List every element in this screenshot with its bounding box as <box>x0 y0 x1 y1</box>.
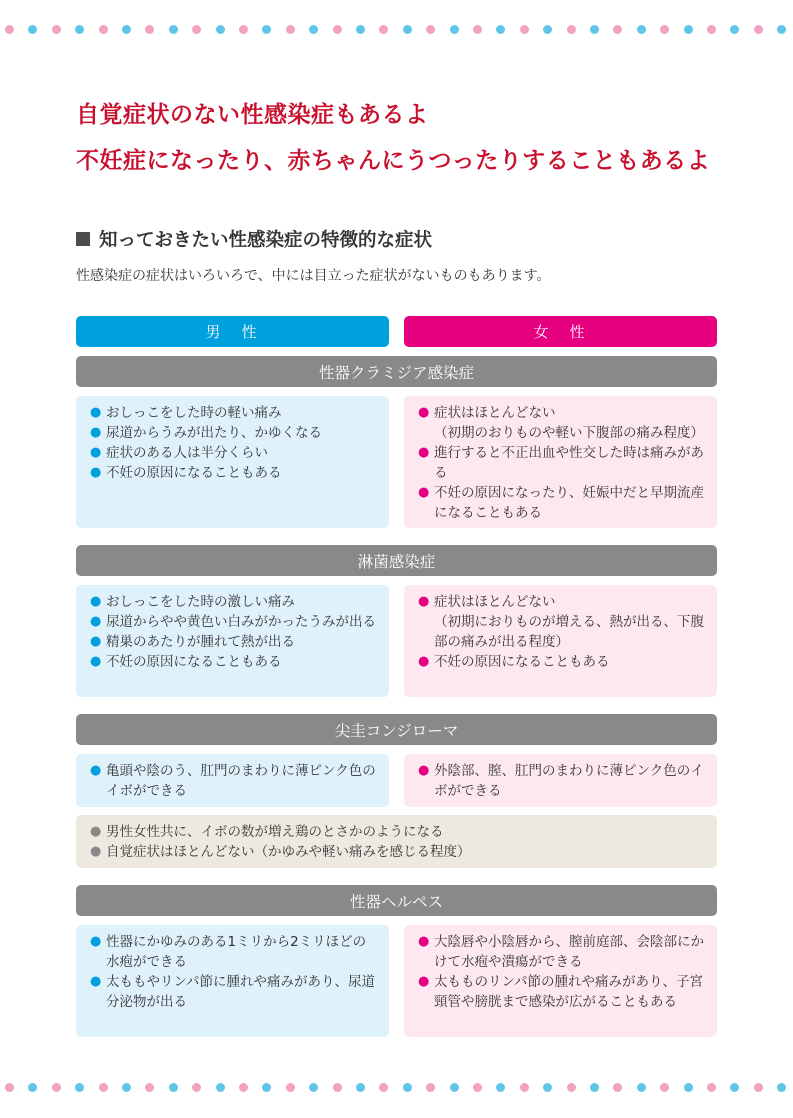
decorative-dot <box>754 1083 763 1092</box>
gonorrhea-male-box <box>76 585 389 697</box>
decorative-dot <box>496 25 505 34</box>
decorative-dot <box>333 1083 342 1092</box>
bullet-dot-icon: ● <box>90 634 102 649</box>
bullet-dot-icon: ● <box>418 974 430 989</box>
bullet-dot-icon: ● <box>90 654 102 669</box>
bullet-dot-icon: ● <box>418 445 430 460</box>
top-dot-border <box>0 23 793 35</box>
bullet-dot-icon: ● <box>90 445 102 460</box>
herpes-female-box <box>404 925 717 1037</box>
bottom-dot-border <box>0 1081 793 1093</box>
disease-bar-chlamydia: 性器クラミジア感染症 <box>76 356 717 387</box>
list-item: ● 不妊の原因になることもある <box>90 465 282 481</box>
decorative-dot <box>660 1083 669 1092</box>
bullet-dot-icon: ● <box>418 594 430 609</box>
list-item: ● 男性女性共に、イボの数が増え鶏のとさかのようになる <box>90 824 444 840</box>
list-item: ● 外陰部、膣、肛門のまわりに薄ピンク色のイボができる <box>418 763 704 799</box>
decorative-dot <box>356 25 365 34</box>
decorative-dot <box>192 1083 201 1092</box>
decorative-dot <box>684 25 693 34</box>
gonorrhea-female-box <box>404 585 717 697</box>
list-item: ● おしっこをした時の激しい痛み <box>90 594 295 610</box>
bullet-dot-icon: ● <box>90 974 102 989</box>
bullet-dot-icon: ● <box>90 763 102 778</box>
decorative-dot <box>5 1083 14 1092</box>
herpes-male-box <box>76 925 389 1037</box>
decorative-dot <box>75 1083 84 1092</box>
decorative-dot <box>379 1083 388 1092</box>
list-item: ● 進行すると不正出血や性交した時は痛みがある <box>418 445 704 481</box>
list-item: ● おしっこをした時の軽い痛み <box>90 405 282 421</box>
decorative-dot <box>684 1083 693 1092</box>
decorative-dot <box>309 1083 318 1092</box>
bullet-dot-icon: ● <box>418 934 430 949</box>
decorative-dot <box>543 25 552 34</box>
decorative-dot <box>567 1083 576 1092</box>
decorative-dot <box>567 25 576 34</box>
list-item: ● 大陰唇や小陰唇から、膣前庭部、会陰部にかけて水疱や潰瘍ができる <box>418 934 704 970</box>
decorative-dot <box>777 25 786 34</box>
headline-line-1: 自覚症状のない性感染症もあるよ <box>76 102 429 128</box>
decorative-dot <box>216 1083 225 1092</box>
decorative-dot <box>75 25 84 34</box>
decorative-dot <box>730 25 739 34</box>
list-item: ● 尿道からうみが出たり、かゆくなる <box>90 425 322 441</box>
bullet-dot-icon: ● <box>90 425 102 440</box>
list-item: ● 亀頭や陰のう、肛門のまわりに薄ピンク色のイボができる <box>90 763 376 799</box>
decorative-dot <box>145 1083 154 1092</box>
decorative-dot <box>286 1083 295 1092</box>
bullet-dot-icon: ● <box>90 614 102 629</box>
decorative-dot <box>169 1083 178 1092</box>
female-column-header: 女 性 <box>404 316 717 347</box>
decorative-dot <box>333 25 342 34</box>
bullet-dot-icon: ● <box>90 934 102 949</box>
section-heading-text: 知っておきたい性感染症の特徴的な症状 <box>99 230 433 251</box>
decorative-dot <box>473 1083 482 1092</box>
decorative-dot <box>99 25 108 34</box>
list-item: ● 症状はほとんどない （初期のおりものや軽い下腹部の痛み程度） <box>418 405 704 441</box>
decorative-dot <box>262 1083 271 1092</box>
decorative-dot <box>5 25 14 34</box>
decorative-dot <box>613 1083 622 1092</box>
decorative-dot <box>707 25 716 34</box>
bullet-dot-icon: ● <box>418 405 430 420</box>
decorative-dot <box>286 25 295 34</box>
decorative-dot <box>99 1083 108 1092</box>
condyloma-common-box <box>76 815 717 868</box>
list-item: ● 尿道からやや黄色い白みがかったうみが出る <box>90 614 376 630</box>
decorative-dot <box>28 1083 37 1092</box>
bullet-dot-icon: ● <box>90 824 102 839</box>
decorative-dot <box>122 25 131 34</box>
decorative-dot <box>754 25 763 34</box>
chlamydia-male-box <box>76 396 389 528</box>
decorative-dot <box>543 1083 552 1092</box>
list-item: ● 太ももやリンパ節に腫れや痛みがあり、尿道分泌物が出る <box>90 974 376 1010</box>
section-heading <box>76 226 432 252</box>
list-item: ● 太もものリンパ節の腫れや痛みがあり、子宮頸管や膀胱まで感染が広がることもある <box>418 974 704 1010</box>
decorative-dot <box>520 1083 529 1092</box>
decorative-dot <box>192 25 201 34</box>
chlamydia-female-box <box>404 396 717 528</box>
decorative-dot <box>169 25 178 34</box>
decorative-dot <box>777 1083 786 1092</box>
decorative-dot <box>122 1083 131 1092</box>
disease-bar-condyloma: 尖圭コンジローマ <box>76 714 717 745</box>
decorative-dot <box>309 25 318 34</box>
decorative-dot <box>52 25 61 34</box>
decorative-dot <box>403 1083 412 1092</box>
decorative-dot <box>660 25 669 34</box>
male-column-header: 男 性 <box>76 316 389 347</box>
condyloma-male-box <box>76 754 389 807</box>
decorative-dot <box>28 25 37 34</box>
decorative-dot <box>730 1083 739 1092</box>
decorative-dot <box>520 25 529 34</box>
decorative-dot <box>590 25 599 34</box>
decorative-dot <box>239 1083 248 1092</box>
decorative-dot <box>379 25 388 34</box>
decorative-dot <box>590 1083 599 1092</box>
list-item: ● 精巣のあたりが腫れて熱が出る <box>90 634 295 650</box>
decorative-dot <box>637 1083 646 1092</box>
decorative-dot <box>262 25 271 34</box>
decorative-dot <box>426 25 435 34</box>
list-item: ● 症状はほとんどない （初期におりものが増える、熱が出る、下腹部の痛みが出る程度） <box>418 594 704 650</box>
bullet-dot-icon: ● <box>90 465 102 480</box>
decorative-dot <box>637 25 646 34</box>
decorative-dot <box>496 1083 505 1092</box>
decorative-dot <box>403 25 412 34</box>
disease-bar-herpes: 性器ヘルペス <box>76 885 717 916</box>
decorative-dot <box>52 1083 61 1092</box>
decorative-dot <box>613 25 622 34</box>
bullet-dot-icon: ● <box>90 594 102 609</box>
decorative-dot <box>450 1083 459 1092</box>
list-item: ● 不妊の原因になったり、妊娠中だと早期流産になることもある <box>418 485 704 521</box>
headline-line-2: 不妊症になったり、赤ちゃんにうつったりすることもあるよ <box>76 148 711 174</box>
square-bullet-icon <box>76 232 90 246</box>
intro-text: 性感染症の症状はいろいろで、中には目立った症状がないものもあります。 <box>76 268 551 284</box>
disease-bar-gonorrhea: 淋菌感染症 <box>76 545 717 576</box>
bullet-dot-icon: ● <box>418 485 430 500</box>
list-item: ● 性器にかゆみのある1ミリから2ミリほどの水疱ができる <box>90 934 367 970</box>
decorative-dot <box>426 1083 435 1092</box>
list-item: ● 不妊の原因になることもある <box>90 654 282 670</box>
decorative-dot <box>239 25 248 34</box>
bullet-dot-icon: ● <box>418 763 430 778</box>
decorative-dot <box>145 25 154 34</box>
decorative-dot <box>450 25 459 34</box>
bullet-dot-icon: ● <box>418 654 430 669</box>
decorative-dot <box>473 25 482 34</box>
list-item: ● 自覚症状はほとんどない（かゆみや軽い痛みを感じる程度） <box>90 844 471 860</box>
list-item: ● 不妊の原因になることもある <box>418 654 610 670</box>
bullet-dot-icon: ● <box>90 844 102 859</box>
bullet-dot-icon: ● <box>90 405 102 420</box>
list-item: ● 症状のある人は半分くらい <box>90 445 268 461</box>
decorative-dot <box>216 25 225 34</box>
decorative-dot <box>707 1083 716 1092</box>
decorative-dot <box>356 1083 365 1092</box>
condyloma-female-box <box>404 754 717 807</box>
